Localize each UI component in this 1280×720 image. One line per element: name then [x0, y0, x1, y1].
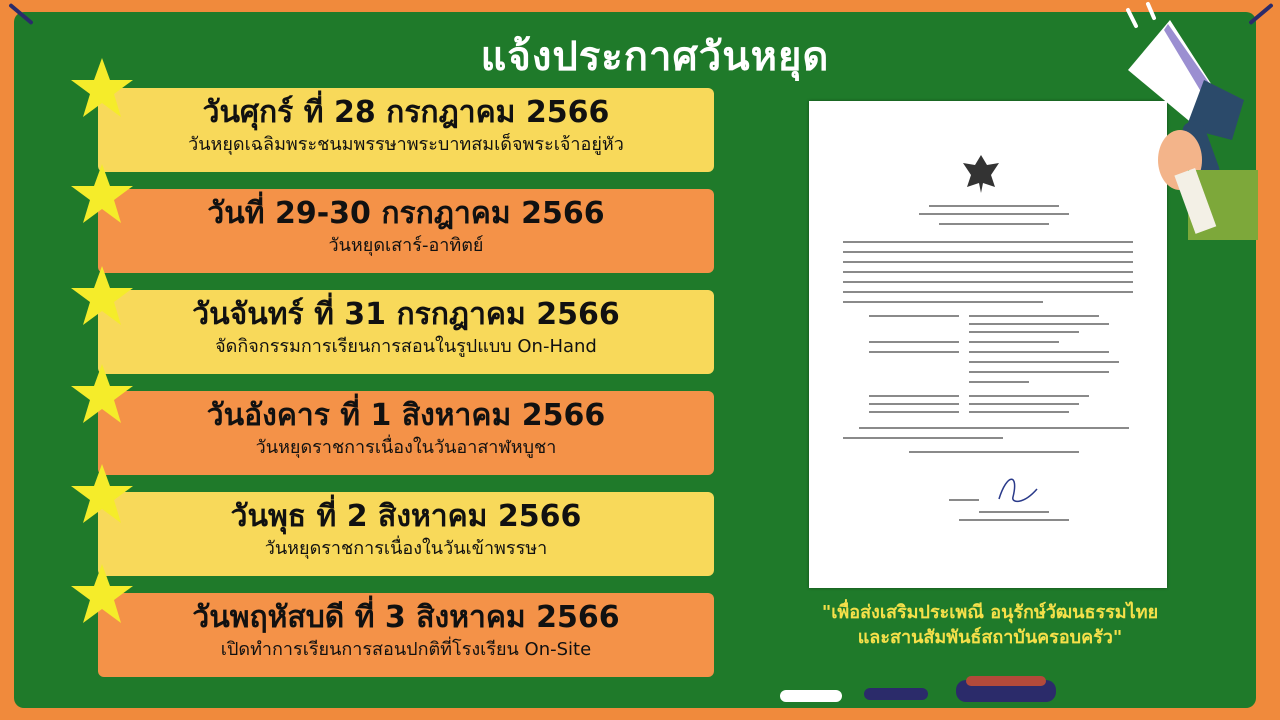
holiday-card-5 — [98, 492, 714, 576]
page-title: แจ้งประกาศวันหยุด — [480, 34, 830, 80]
quote-line-2: และสานสัมพันธ์สถาบันครอบครัว" — [857, 627, 1123, 648]
holiday-card-3 — [98, 290, 714, 374]
star-icon — [70, 264, 134, 328]
chalk-decoration — [780, 690, 842, 702]
card-heading: วันศุกร์ ที่ 28 กรกฎาคม 2566 — [202, 95, 610, 130]
card-subtitle: วันหยุดเฉลิมพระชนมพรรษาพระบาทสมเด็จพระเจ้าอยู่หัว — [188, 134, 624, 155]
megaphone-icon — [1108, 0, 1258, 240]
holiday-card-4 — [98, 391, 714, 475]
holiday-card-6 — [98, 593, 714, 677]
card-heading: วันพฤหัสบดี ที่ 3 สิงหาคม 2566 — [192, 600, 620, 635]
holiday-card-2 — [98, 189, 714, 273]
card-subtitle: วันหยุดราชการเนื่องในวันอาสาฬหบูชา — [255, 437, 557, 458]
card-subtitle: เปิดทำการเรียนการสอนปกติที่โรงเรียน On-Site — [220, 639, 592, 660]
garuda-emblem-icon — [961, 153, 1001, 195]
signature-mark — [993, 469, 1043, 509]
card-heading: วันอังคาร ที่ 1 สิงหาคม 2566 — [206, 398, 606, 433]
holiday-card-1 — [98, 88, 714, 172]
card-heading: วันที่ 29-30 กรกฎาคม 2566 — [207, 196, 605, 231]
star-icon — [70, 362, 134, 426]
card-subtitle: วันหยุดราชการเนื่องในวันเข้าพรรษา — [264, 538, 548, 559]
eraser-decoration — [966, 676, 1046, 686]
star-icon — [70, 56, 134, 120]
card-subtitle: วันหยุดเสาร์-อาทิตย์ — [328, 235, 484, 256]
card-heading: วันพุธ ที่ 2 สิงหาคม 2566 — [230, 499, 582, 534]
card-subtitle: จัดกิจกรรมการเรียนการสอนในรูปแบบ On-Hand — [215, 336, 597, 357]
star-icon — [70, 462, 134, 526]
chalk-decoration — [864, 688, 928, 700]
quote-line-1: "เพื่อส่งเสริมประเพณี อนุรักษ์วัฒนธรรมไทย — [821, 602, 1159, 623]
star-icon — [70, 162, 134, 226]
star-icon — [70, 562, 134, 626]
card-heading: วันจันทร์ ที่ 31 กรกฎาคม 2566 — [192, 297, 620, 332]
